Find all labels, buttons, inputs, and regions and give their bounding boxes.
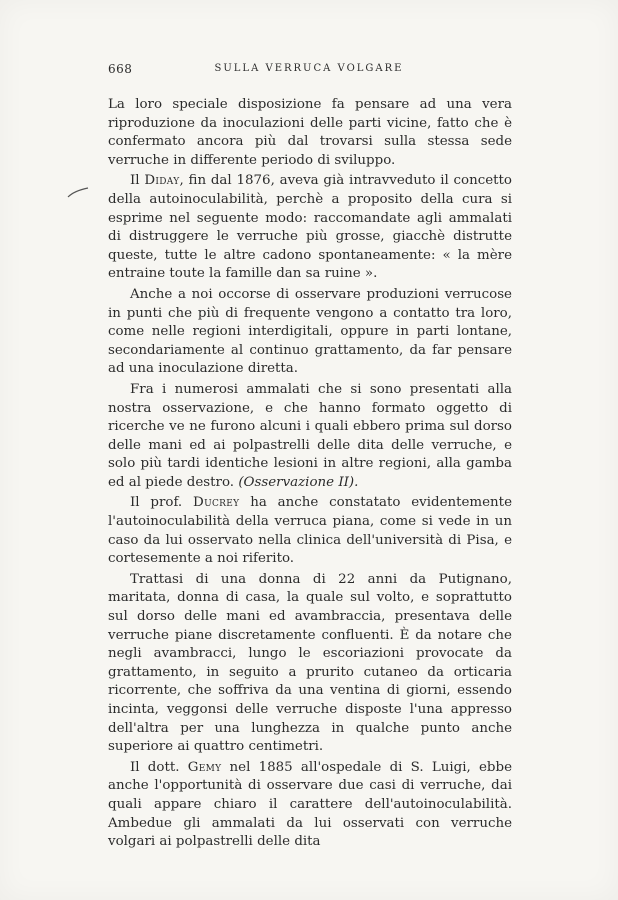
body-text (108, 96, 512, 854)
author-name-gemy: Gemy (187, 759, 222, 775)
paragraph-2-lead: Il (130, 173, 145, 189)
paragraph-4 (108, 381, 512, 493)
paragraph-3-text: Anche a noi occorse di osservare produzioni verrucose in punti che più di frequente vengono a contatto tra loro, come nelle regioni interdigitali, oppure in parti lontane, secondariamente al continuo grattamento, da far pensare ad una inoculazione diretta. (108, 286, 512, 377)
page-header (108, 62, 510, 82)
paragraph-5-lead: Il prof. (130, 495, 194, 511)
paragraph-2 (108, 172, 512, 284)
paragraph-4-text: Fra i numerosi ammalati che si sono presentati alla nostra osservazione, e che hanno formato oggetto di ricerche ve ne furono alcuni i quali ebbero prima sul dorso delle mani ed ai polpastrelli delle dita delle verruche, e solo più tardi identiche lesioni in altre regioni, alla gamba ed al piede destro. (108, 381, 512, 490)
paragraph-6 (108, 571, 512, 757)
author-name-diday: Diday (144, 173, 180, 189)
paragraph-2-text: , fin dal 1876, aveva già intravveduto il concetto della autoinoculabilità, perchè a proposito della cura si esprime nel seguente modo: raccomandate agli ammalati di distruggere le verruche più grosse, giacchè distrutte queste, tutte le altre cadono spontaneamente: « la mère entraine toute la famille dan sa ruine ». (108, 173, 512, 282)
paragraph-7-text: nel 1885 all'ospedale di S. Luigi, ebbe anche l'opportunità di osservare due casi di verruche, dai quali appare chiaro il carattere dell'autoinoculabilità. Ambedue gli ammalati da lui osservati con verruche volgari ai polpastrelli delle dita (108, 759, 512, 850)
paragraph-3 (108, 286, 512, 379)
running-title: SULLA VERRUCA VOLGARE (214, 63, 404, 74)
paragraph-1-text: La loro speciale disposizione fa pensare ad una vera riproduzione da inoculazioni delle parti vicine, fatto che è confermato ancora più dal trovarsi sulla stessa sede verruche in differente periodo di sviluppo. (108, 97, 512, 168)
margin-pencil-mark (66, 186, 90, 200)
paragraph-7 (108, 759, 512, 852)
paragraph-5-text: ha anche constatato evidentemente l'autoinoculabilità della verruca piana, come si vede in un caso da lui osservato nella clinica dell'università di Pisa, e cortesemente a noi riferito. (108, 495, 512, 567)
paragraph-1 (108, 96, 512, 170)
paragraph-6-text: Trattasi di una donna di 22 anni da Putignano, maritata, donna di casa, la quale sul volto, e soprattutto sul dorso delle mani ed avambraccia, presentava delle verruche piane discretamente confluenti. È da notare che negli avambracci, lungo le escoriazioni provocate da grattamento, in seguito a prurito cutaneo da orticaria ricorrente, che soffriva da una ventina di giorni, essendo incinta, veggonsi delle verruche disposte l'una appresso dell'altra per una lunghezza in qualche punto anche superiore ai quattro centimetri. (108, 571, 512, 755)
page-number: 668 (108, 62, 133, 76)
observation-reference: (Osservazione II). (238, 474, 359, 490)
paragraph-7-lead: Il dott. (130, 759, 188, 775)
paragraph-5 (108, 494, 512, 568)
author-name-ducrey: Ducrey (193, 495, 240, 511)
